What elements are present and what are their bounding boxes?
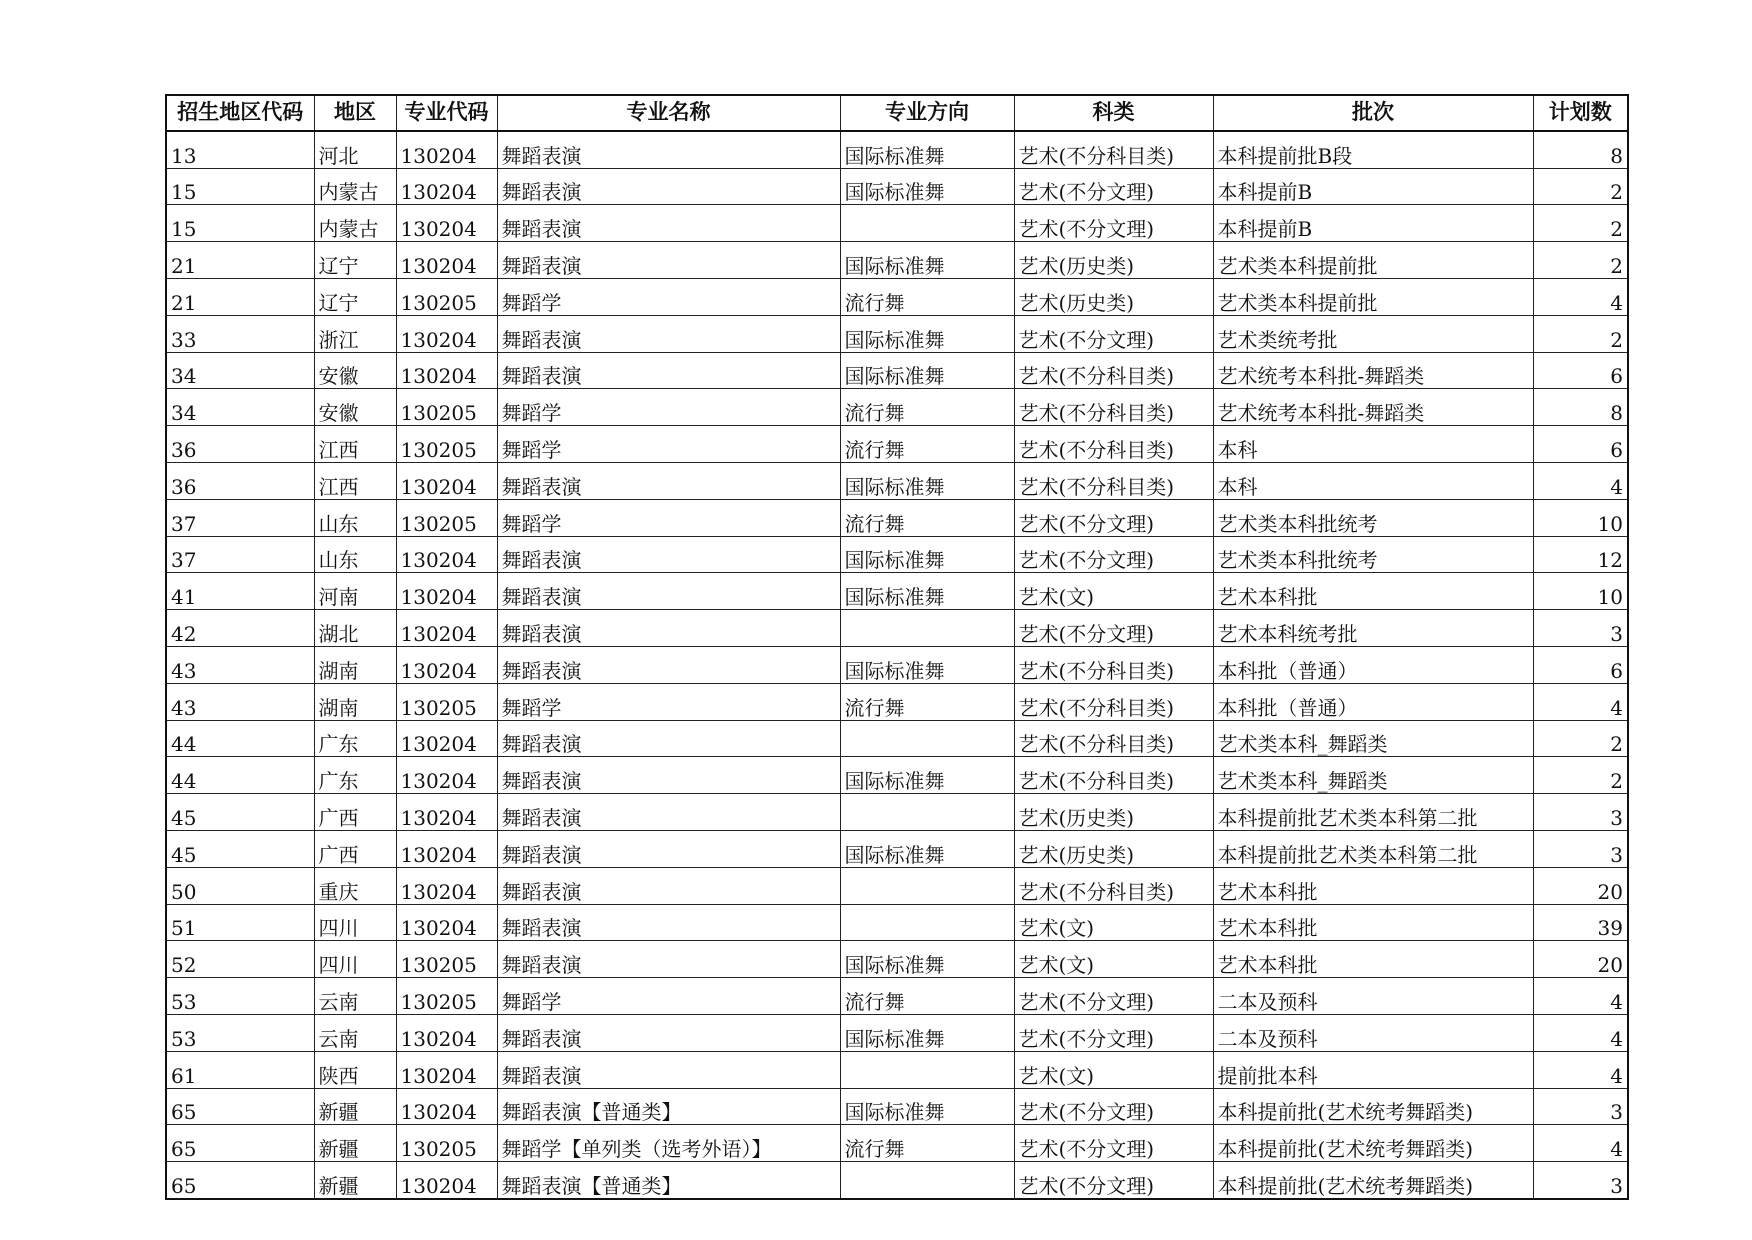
- subject-category-cell: 艺术(不分科目类): [1014, 426, 1213, 463]
- table-row: [166, 1125, 1628, 1162]
- major-code-cell: 130204: [396, 720, 497, 757]
- subject-category-cell: 艺术(历史类): [1014, 242, 1213, 279]
- major-code-cell: 130204: [396, 1051, 497, 1088]
- plan-count-cell: 6: [1533, 352, 1628, 389]
- plan-count-cell: 2: [1533, 315, 1628, 352]
- header-row: [166, 95, 1628, 131]
- major-name-cell: 舞蹈表演: [497, 646, 840, 683]
- major-code-cell: 130204: [396, 610, 497, 647]
- major-name-cell: 舞蹈表演: [497, 168, 840, 205]
- table-row: [166, 242, 1628, 279]
- major-name-cell: 舞蹈表演【普通类】: [497, 1088, 840, 1125]
- batch-cell: 艺术类本科批统考: [1213, 536, 1533, 573]
- region-code-cell: 21: [166, 278, 314, 315]
- batch-cell: 本科提前B: [1213, 205, 1533, 242]
- batch-cell: 艺术类本科_舞蹈类: [1213, 720, 1533, 757]
- plan-count-cell: 8: [1533, 131, 1628, 168]
- major-name-cell: 舞蹈学: [497, 278, 840, 315]
- major-direction-cell: 流行舞: [840, 499, 1014, 536]
- region-code-cell: 37: [166, 499, 314, 536]
- region-code-cell: 51: [166, 904, 314, 941]
- region-cell: 山东: [314, 536, 396, 573]
- region-cell: 新疆: [314, 1162, 396, 1199]
- subject-category-cell: 艺术(文): [1014, 573, 1213, 610]
- subject-category-cell: 艺术(不分科目类): [1014, 683, 1213, 720]
- subject-category-cell: 艺术(不分科目类): [1014, 352, 1213, 389]
- major-code-cell: 130204: [396, 573, 497, 610]
- batch-cell: 艺术本科批: [1213, 941, 1533, 978]
- major-direction-cell: 国际标准舞: [840, 941, 1014, 978]
- subject-category-cell: 艺术(不分科目类): [1014, 462, 1213, 499]
- subject-category-cell: 艺术(不分科目类): [1014, 757, 1213, 794]
- region-cell: 广西: [314, 830, 396, 867]
- major-name-cell: 舞蹈表演: [497, 610, 840, 647]
- plan-count-cell: 3: [1533, 794, 1628, 831]
- major-direction-cell: [840, 794, 1014, 831]
- major-name-cell: 舞蹈学【单列类（选考外语）】: [497, 1125, 840, 1162]
- table-row: [166, 278, 1628, 315]
- major-code-cell: 130204: [396, 757, 497, 794]
- region-cell: 江西: [314, 426, 396, 463]
- region-code-cell: 61: [166, 1051, 314, 1088]
- major-direction-cell: 流行舞: [840, 1125, 1014, 1162]
- subject-category-cell: 艺术(不分文理): [1014, 536, 1213, 573]
- batch-cell: 二本及预科: [1213, 1014, 1533, 1051]
- subject-category-cell: 艺术(不分文理): [1014, 315, 1213, 352]
- batch-cell: 艺术统考本科批-舞蹈类: [1213, 389, 1533, 426]
- major-direction-cell: 国际标准舞: [840, 573, 1014, 610]
- region-code-cell: 33: [166, 315, 314, 352]
- major-code-cell: 130204: [396, 1014, 497, 1051]
- major-code-cell: 130205: [396, 941, 497, 978]
- batch-cell: 本科: [1213, 462, 1533, 499]
- plan-count-cell: 10: [1533, 499, 1628, 536]
- plan-count-cell: 3: [1533, 830, 1628, 867]
- major-code-cell: 130205: [396, 1125, 497, 1162]
- major-direction-cell: 国际标准舞: [840, 536, 1014, 573]
- region-cell: 新疆: [314, 1125, 396, 1162]
- major-name-cell: 舞蹈表演: [497, 904, 840, 941]
- major-direction-cell: [840, 1051, 1014, 1088]
- table-row: [166, 720, 1628, 757]
- major-name-cell: 舞蹈表演: [497, 720, 840, 757]
- major-name-cell: 舞蹈表演: [497, 1014, 840, 1051]
- plan-count-cell: 2: [1533, 720, 1628, 757]
- major-code-cell: 130204: [396, 830, 497, 867]
- major-name-cell: 舞蹈表演: [497, 1051, 840, 1088]
- plan-count-cell: 4: [1533, 1051, 1628, 1088]
- region-cell: 重庆: [314, 867, 396, 904]
- region-code-cell: 37: [166, 536, 314, 573]
- major-name-cell: 舞蹈表演: [497, 205, 840, 242]
- region-cell: 山东: [314, 499, 396, 536]
- subject-category-cell: 艺术(历史类): [1014, 830, 1213, 867]
- major-direction-cell: [840, 904, 1014, 941]
- major-code-cell: 130204: [396, 794, 497, 831]
- header-plan-count: 计划数: [1533, 95, 1628, 131]
- major-code-cell: 130205: [396, 499, 497, 536]
- major-name-cell: 舞蹈表演: [497, 941, 840, 978]
- region-code-cell: 43: [166, 683, 314, 720]
- batch-cell: 艺术类本科_舞蹈类: [1213, 757, 1533, 794]
- region-code-cell: 53: [166, 978, 314, 1015]
- major-code-cell: 130205: [396, 389, 497, 426]
- region-code-cell: 53: [166, 1014, 314, 1051]
- subject-category-cell: 艺术(不分科目类): [1014, 867, 1213, 904]
- batch-cell: 本科批（普通）: [1213, 646, 1533, 683]
- plan-count-cell: 3: [1533, 1088, 1628, 1125]
- table-row: [166, 131, 1628, 168]
- region-cell: 内蒙古: [314, 205, 396, 242]
- header-major-name: 专业名称: [497, 95, 840, 131]
- major-name-cell: 舞蹈表演: [497, 573, 840, 610]
- table-row: [166, 389, 1628, 426]
- plan-count-cell: 3: [1533, 1162, 1628, 1199]
- plan-count-cell: 20: [1533, 867, 1628, 904]
- major-code-cell: 130204: [396, 315, 497, 352]
- major-direction-cell: [840, 205, 1014, 242]
- major-name-cell: 舞蹈学: [497, 389, 840, 426]
- batch-cell: 艺术本科批: [1213, 573, 1533, 610]
- plan-count-cell: 2: [1533, 757, 1628, 794]
- plan-count-cell: 4: [1533, 278, 1628, 315]
- major-direction-cell: 国际标准舞: [840, 242, 1014, 279]
- plan-count-cell: 4: [1533, 978, 1628, 1015]
- region-code-cell: 41: [166, 573, 314, 610]
- region-code-cell: 43: [166, 646, 314, 683]
- table-body: [166, 131, 1628, 1199]
- region-cell: 云南: [314, 978, 396, 1015]
- table-row: [166, 1088, 1628, 1125]
- batch-cell: 提前批本科: [1213, 1051, 1533, 1088]
- major-code-cell: 130205: [396, 978, 497, 1015]
- header-region-code: 招生地区代码: [166, 95, 314, 131]
- major-direction-cell: [840, 610, 1014, 647]
- major-direction-cell: 国际标准舞: [840, 168, 1014, 205]
- major-name-cell: 舞蹈学: [497, 683, 840, 720]
- batch-cell: 本科提前批(艺术统考舞蹈类): [1213, 1125, 1533, 1162]
- subject-category-cell: 艺术(历史类): [1014, 794, 1213, 831]
- major-code-cell: 130204: [396, 867, 497, 904]
- subject-category-cell: 艺术(不分文理): [1014, 1088, 1213, 1125]
- table-row: [166, 315, 1628, 352]
- region-cell: 四川: [314, 904, 396, 941]
- major-direction-cell: 国际标准舞: [840, 315, 1014, 352]
- major-direction-cell: 流行舞: [840, 978, 1014, 1015]
- subject-category-cell: 艺术(不分文理): [1014, 1014, 1213, 1051]
- region-code-cell: 52: [166, 941, 314, 978]
- table-row: [166, 904, 1628, 941]
- batch-cell: 本科提前批艺术类本科第二批: [1213, 794, 1533, 831]
- batch-cell: 本科批（普通）: [1213, 683, 1533, 720]
- table-row: [166, 757, 1628, 794]
- major-code-cell: 130204: [396, 1088, 497, 1125]
- header-region: 地区: [314, 95, 396, 131]
- plan-count-cell: 8: [1533, 389, 1628, 426]
- batch-cell: 艺术类本科提前批: [1213, 242, 1533, 279]
- major-name-cell: 舞蹈表演: [497, 462, 840, 499]
- region-cell: 辽宁: [314, 278, 396, 315]
- region-code-cell: 65: [166, 1162, 314, 1199]
- region-cell: 四川: [314, 941, 396, 978]
- region-code-cell: 65: [166, 1088, 314, 1125]
- batch-cell: 艺术本科批: [1213, 867, 1533, 904]
- major-direction-cell: 国际标准舞: [840, 131, 1014, 168]
- plan-count-cell: 6: [1533, 646, 1628, 683]
- major-code-cell: 130204: [396, 131, 497, 168]
- major-direction-cell: 流行舞: [840, 389, 1014, 426]
- region-cell: 安徽: [314, 389, 396, 426]
- region-cell: 广东: [314, 720, 396, 757]
- major-direction-cell: 流行舞: [840, 683, 1014, 720]
- table-row: [166, 205, 1628, 242]
- table-row: [166, 646, 1628, 683]
- subject-category-cell: 艺术(不分文理): [1014, 499, 1213, 536]
- table-row: [166, 462, 1628, 499]
- subject-category-cell: 艺术(文): [1014, 904, 1213, 941]
- table-row: [166, 941, 1628, 978]
- region-code-cell: 45: [166, 830, 314, 867]
- batch-cell: 艺术类本科批统考: [1213, 499, 1533, 536]
- major-direction-cell: 流行舞: [840, 426, 1014, 463]
- region-code-cell: 15: [166, 168, 314, 205]
- major-name-cell: 舞蹈表演【普通类】: [497, 1162, 840, 1199]
- major-direction-cell: [840, 867, 1014, 904]
- header-subject-category: 科类: [1014, 95, 1213, 131]
- region-cell: 安徽: [314, 352, 396, 389]
- subject-category-cell: 艺术(不分文理): [1014, 168, 1213, 205]
- region-cell: 河南: [314, 573, 396, 610]
- region-code-cell: 45: [166, 794, 314, 831]
- major-direction-cell: 国际标准舞: [840, 646, 1014, 683]
- plan-count-cell: 2: [1533, 168, 1628, 205]
- major-code-cell: 130204: [396, 352, 497, 389]
- table-row: [166, 168, 1628, 205]
- subject-category-cell: 艺术(文): [1014, 1051, 1213, 1088]
- region-code-cell: 15: [166, 205, 314, 242]
- subject-category-cell: 艺术(文): [1014, 941, 1213, 978]
- major-code-cell: 130204: [396, 1162, 497, 1199]
- table-row: [166, 683, 1628, 720]
- major-name-cell: 舞蹈表演: [497, 867, 840, 904]
- region-cell: 江西: [314, 462, 396, 499]
- region-cell: 广西: [314, 794, 396, 831]
- table-row: [166, 794, 1628, 831]
- batch-cell: 艺术本科批: [1213, 904, 1533, 941]
- plan-count-cell: 20: [1533, 941, 1628, 978]
- major-code-cell: 130204: [396, 205, 497, 242]
- major-direction-cell: 国际标准舞: [840, 352, 1014, 389]
- plan-count-cell: 2: [1533, 205, 1628, 242]
- table-row: [166, 573, 1628, 610]
- plan-count-cell: 4: [1533, 683, 1628, 720]
- subject-category-cell: 艺术(不分文理): [1014, 610, 1213, 647]
- plan-count-cell: 6: [1533, 426, 1628, 463]
- subject-category-cell: 艺术(不分科目类): [1014, 720, 1213, 757]
- batch-cell: 本科提前批(艺术统考舞蹈类): [1213, 1162, 1533, 1199]
- batch-cell: 本科提前B: [1213, 168, 1533, 205]
- table-row: [166, 426, 1628, 463]
- batch-cell: 本科提前批(艺术统考舞蹈类): [1213, 1088, 1533, 1125]
- plan-count-cell: 3: [1533, 610, 1628, 647]
- batch-cell: 艺术类本科提前批: [1213, 278, 1533, 315]
- batch-cell: 艺术本科统考批: [1213, 610, 1533, 647]
- major-code-cell: 130205: [396, 426, 497, 463]
- major-direction-cell: 国际标准舞: [840, 462, 1014, 499]
- major-name-cell: 舞蹈学: [497, 978, 840, 1015]
- table-row: [166, 499, 1628, 536]
- region-cell: 云南: [314, 1014, 396, 1051]
- region-cell: 湖南: [314, 646, 396, 683]
- region-code-cell: 44: [166, 757, 314, 794]
- table-row: [166, 536, 1628, 573]
- plan-count-cell: 10: [1533, 573, 1628, 610]
- plan-count-cell: 2: [1533, 242, 1628, 279]
- batch-cell: 本科: [1213, 426, 1533, 463]
- subject-category-cell: 艺术(不分文理): [1014, 978, 1213, 1015]
- batch-cell: 艺术类统考批: [1213, 315, 1533, 352]
- major-direction-cell: 国际标准舞: [840, 830, 1014, 867]
- table-row: [166, 352, 1628, 389]
- major-name-cell: 舞蹈表演: [497, 757, 840, 794]
- subject-category-cell: 艺术(不分科目类): [1014, 389, 1213, 426]
- plan-count-cell: 12: [1533, 536, 1628, 573]
- region-code-cell: 34: [166, 352, 314, 389]
- major-direction-cell: 国际标准舞: [840, 1088, 1014, 1125]
- header-batch: 批次: [1213, 95, 1533, 131]
- region-cell: 湖南: [314, 683, 396, 720]
- region-cell: 湖北: [314, 610, 396, 647]
- table-row: [166, 1162, 1628, 1199]
- region-cell: 内蒙古: [314, 168, 396, 205]
- major-code-cell: 130204: [396, 242, 497, 279]
- major-direction-cell: [840, 1162, 1014, 1199]
- batch-cell: 本科提前批艺术类本科第二批: [1213, 830, 1533, 867]
- header-major-code: 专业代码: [396, 95, 497, 131]
- region-cell: 广东: [314, 757, 396, 794]
- major-name-cell: 舞蹈表演: [497, 794, 840, 831]
- plan-count-cell: 4: [1533, 1125, 1628, 1162]
- subject-category-cell: 艺术(不分文理): [1014, 205, 1213, 242]
- batch-cell: 艺术统考本科批-舞蹈类: [1213, 352, 1533, 389]
- region-cell: 河北: [314, 131, 396, 168]
- table-row: [166, 1051, 1628, 1088]
- region-code-cell: 34: [166, 389, 314, 426]
- table-row: [166, 610, 1628, 647]
- batch-cell: 二本及预科: [1213, 978, 1533, 1015]
- subject-category-cell: 艺术(不分文理): [1014, 1125, 1213, 1162]
- major-code-cell: 130205: [396, 278, 497, 315]
- region-code-cell: 65: [166, 1125, 314, 1162]
- major-name-cell: 舞蹈表演: [497, 352, 840, 389]
- major-name-cell: 舞蹈表演: [497, 536, 840, 573]
- major-name-cell: 舞蹈表演: [497, 131, 840, 168]
- major-direction-cell: 流行舞: [840, 278, 1014, 315]
- major-code-cell: 130204: [396, 168, 497, 205]
- table-row: [166, 978, 1628, 1015]
- region-code-cell: 13: [166, 131, 314, 168]
- major-name-cell: 舞蹈学: [497, 426, 840, 463]
- region-cell: 辽宁: [314, 242, 396, 279]
- plan-count-cell: 4: [1533, 462, 1628, 499]
- plan-count-cell: 39: [1533, 904, 1628, 941]
- major-name-cell: 舞蹈学: [497, 499, 840, 536]
- region-code-cell: 42: [166, 610, 314, 647]
- table-row: [166, 867, 1628, 904]
- region-cell: 陕西: [314, 1051, 396, 1088]
- region-code-cell: 36: [166, 426, 314, 463]
- major-name-cell: 舞蹈表演: [497, 830, 840, 867]
- region-code-cell: 36: [166, 462, 314, 499]
- batch-cell: 本科提前批B段: [1213, 131, 1533, 168]
- table-row: [166, 1014, 1628, 1051]
- subject-category-cell: 艺术(不分文理): [1014, 1162, 1213, 1199]
- region-cell: 浙江: [314, 315, 396, 352]
- subject-category-cell: 艺术(不分科目类): [1014, 131, 1213, 168]
- major-code-cell: 130204: [396, 646, 497, 683]
- major-code-cell: 130204: [396, 462, 497, 499]
- major-code-cell: 130204: [396, 536, 497, 573]
- header-major-direction: 专业方向: [840, 95, 1014, 131]
- enrollment-plan-table: [165, 94, 1629, 1200]
- region-code-cell: 44: [166, 720, 314, 757]
- plan-count-cell: 4: [1533, 1014, 1628, 1051]
- region-cell: 新疆: [314, 1088, 396, 1125]
- major-name-cell: 舞蹈表演: [497, 242, 840, 279]
- subject-category-cell: 艺术(历史类): [1014, 278, 1213, 315]
- region-code-cell: 50: [166, 867, 314, 904]
- major-direction-cell: 国际标准舞: [840, 1014, 1014, 1051]
- major-direction-cell: 国际标准舞: [840, 757, 1014, 794]
- major-code-cell: 130204: [396, 904, 497, 941]
- region-code-cell: 21: [166, 242, 314, 279]
- table-row: [166, 830, 1628, 867]
- major-name-cell: 舞蹈表演: [497, 315, 840, 352]
- major-direction-cell: [840, 720, 1014, 757]
- major-code-cell: 130205: [396, 683, 497, 720]
- subject-category-cell: 艺术(不分科目类): [1014, 646, 1213, 683]
